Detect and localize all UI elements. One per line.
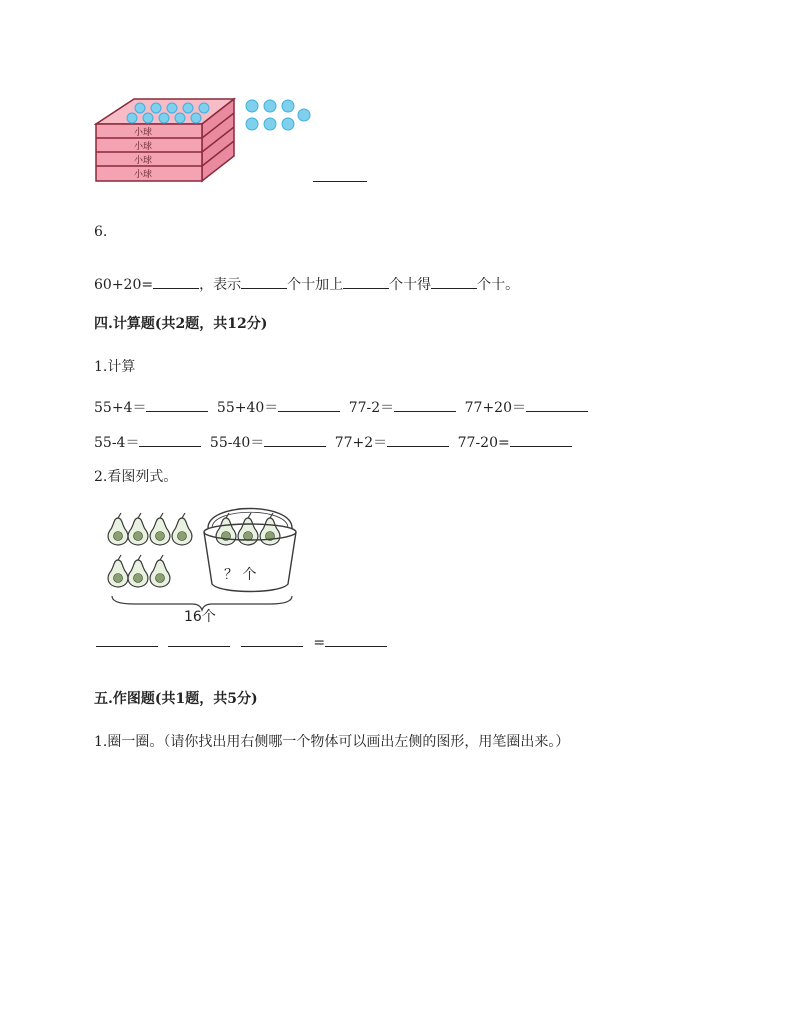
q6-expression: 60+20= bbox=[94, 277, 154, 293]
pears-figure bbox=[104, 498, 300, 626]
calc-blank[interactable] bbox=[139, 432, 201, 447]
s4-q2-label: 2.看图列式。 bbox=[94, 469, 178, 485]
calc-blank[interactable] bbox=[387, 432, 449, 447]
box-label: 小球 bbox=[134, 170, 153, 180]
q6-blank-3[interactable] bbox=[343, 274, 389, 289]
section5-title: 五.作图题(共1题，共5分) bbox=[94, 691, 258, 707]
pears-left bbox=[108, 513, 192, 587]
calc-row-2 bbox=[94, 432, 572, 452]
q6-text-end: 个十。 bbox=[477, 277, 520, 293]
q6-blank-2[interactable] bbox=[241, 274, 287, 289]
equation-blank-3[interactable] bbox=[241, 632, 303, 647]
calc-blank[interactable] bbox=[394, 397, 456, 412]
balls-box-figure bbox=[94, 96, 314, 184]
section4-title: 四.计算题(共2题，共12分) bbox=[94, 316, 268, 332]
q6-blank-4[interactable] bbox=[431, 274, 477, 289]
equation-blanks bbox=[96, 632, 387, 650]
q6-number: 6. bbox=[94, 224, 108, 240]
q6-text-jiashang: 个十加上 bbox=[287, 277, 344, 293]
box-label: 小球 bbox=[134, 156, 153, 166]
calc-expr: 55+40＝ bbox=[216, 400, 279, 416]
balls-box-illustration bbox=[94, 96, 314, 184]
calc-expr: 77+2＝ bbox=[334, 435, 388, 451]
loose-balls bbox=[246, 100, 310, 130]
calc-row-1 bbox=[94, 397, 588, 417]
total-label: 16个 bbox=[184, 609, 216, 625]
equation-blank-1[interactable] bbox=[96, 632, 158, 647]
s4-q1-label: 1.计算 bbox=[94, 359, 136, 375]
calc-expr: 55-4＝ bbox=[94, 435, 140, 451]
calc-blank[interactable] bbox=[278, 397, 340, 412]
calc-expr: 55+4＝ bbox=[94, 400, 147, 416]
calc-expr: 77-20= bbox=[457, 435, 510, 451]
equation-blank-result[interactable] bbox=[325, 632, 387, 647]
calc-expr: 55-40＝ bbox=[209, 435, 265, 451]
calc-expr: 77+20＝ bbox=[464, 400, 526, 416]
box-labels bbox=[134, 126, 164, 182]
calc-blank[interactable] bbox=[526, 397, 588, 412]
box-label: 小球 bbox=[134, 128, 153, 138]
q6-text-de: 个十得 bbox=[389, 277, 432, 293]
calc-expr: 77-2＝ bbox=[348, 400, 395, 416]
basket-question-text: ？ 个 bbox=[224, 567, 257, 583]
q6-text-biaoshi: ，表示 bbox=[199, 277, 242, 293]
s5-q1-text: 1.圈一圈。（请你找出用右侧哪一个物体可以画出左侧的图形，用笔圈出来。） bbox=[94, 734, 570, 750]
calc-blank[interactable] bbox=[510, 432, 572, 447]
box-label: 小球 bbox=[134, 142, 153, 152]
equals-sign: = bbox=[313, 635, 326, 651]
calc-blank[interactable] bbox=[264, 432, 326, 447]
figure-answer-blank[interactable] bbox=[313, 168, 367, 182]
q6-line bbox=[94, 274, 519, 294]
equation-blank-2[interactable] bbox=[168, 632, 230, 647]
q6-blank-1[interactable] bbox=[153, 274, 199, 289]
calc-blank[interactable] bbox=[146, 397, 208, 412]
